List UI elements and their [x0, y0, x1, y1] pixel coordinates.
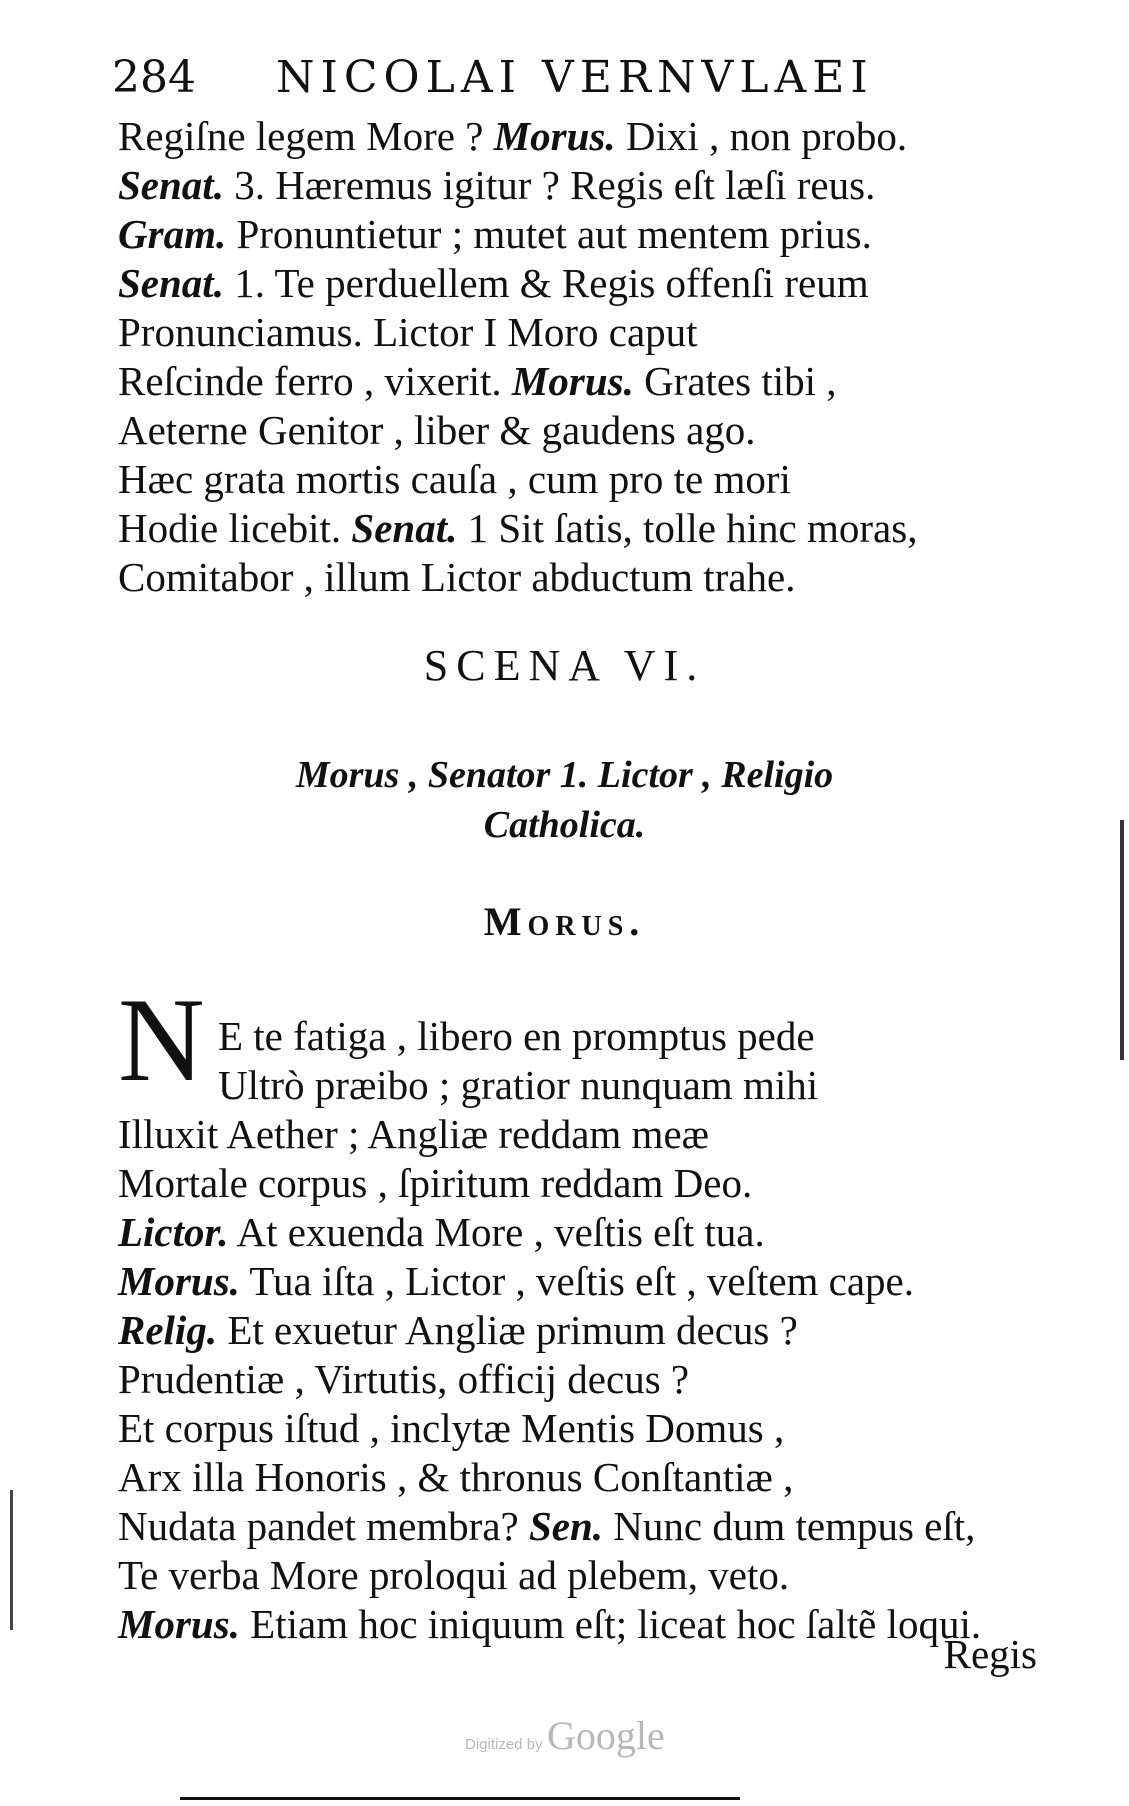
speaker-label: Senat.	[118, 162, 224, 208]
verse-text: At exuenda More , veſtis eſt tua.	[228, 1209, 765, 1255]
speaker-heading: Morus.	[483, 899, 646, 944]
google-logo: Google	[547, 1713, 665, 1758]
verse-text: Tua iſta , Lictor , veſtis eſt , veſtem cape.	[239, 1258, 914, 1304]
personae-line: Morus , Senator 1. Lictor , Religio	[295, 754, 834, 796]
verse-line	[118, 504, 917, 553]
verse-text: Grates tibi ,	[633, 358, 837, 404]
scene-heading: SCENA VI.	[423, 641, 706, 690]
right-edge-mark	[1120, 820, 1124, 1060]
speaker-label: Morus.	[118, 1601, 240, 1647]
verse-text: Te verba More proloqui ad plebem, veto.	[118, 1552, 790, 1598]
speaker-label: Lictor.	[118, 1209, 229, 1255]
speaker-label: Senat.	[118, 260, 224, 306]
speaker-label: Relig.	[118, 1307, 218, 1353]
speaker-label: Sen.	[528, 1503, 604, 1549]
verse-text: 1 Sit ſatis, tolle hinc moras,	[457, 505, 918, 551]
dramatis-personae	[0, 750, 1129, 850]
verse-text: Hodie licebit.	[118, 505, 352, 551]
speaker-label: Morus.	[118, 1258, 240, 1304]
personae-line: Catholica.	[483, 804, 646, 846]
verse-line	[118, 1404, 981, 1453]
verse-text: Regiſne legem More ?	[118, 113, 494, 159]
verse-line	[118, 1061, 981, 1110]
running-title: NICOLAI VERNVLAEI	[275, 52, 874, 103]
verse-text: 1. Te perduellem & Regis offenſi reum	[223, 260, 869, 306]
drop-cap: N	[118, 973, 205, 1106]
verse-text: E te fatiga , libero en promptus pede	[218, 1013, 815, 1059]
verse-text: Reſcinde ferro , vixerit.	[118, 358, 512, 404]
digitization-watermark	[465, 1712, 665, 1759]
verse-line	[118, 1208, 981, 1257]
verse-text: Mortale corpus , ſpiritum reddam Deo.	[118, 1160, 753, 1206]
verse-text: Aeterne Genitor , liber & gaudens ago.	[118, 407, 756, 453]
verse-line	[118, 308, 917, 357]
verse-line	[118, 112, 917, 161]
verse-line	[118, 259, 917, 308]
verse-text: Nudata pandet membra?	[118, 1503, 529, 1549]
speaker-label: Morus.	[493, 113, 616, 159]
verse-line	[118, 357, 917, 406]
bottom-rule	[180, 1797, 740, 1800]
verse-line	[118, 455, 917, 504]
verse-text: Hæc grata mortis cauſa , cum pro te mori	[118, 456, 791, 502]
page-number: 284	[112, 52, 196, 103]
speaker-label: Gram.	[118, 211, 227, 257]
verse-text: 3. Hæremus igitur ? Regis eſt læſi reus.	[223, 162, 876, 208]
verse-text: Illuxit Aether ; Angliæ reddam meæ	[118, 1111, 709, 1157]
verse-line	[118, 406, 917, 455]
verse-text: Comitabor , illum Lictor abductum trahe.	[118, 554, 796, 600]
verse-line	[118, 1012, 981, 1061]
verse-text: Etiam hoc iniquum eſt; liceat hoc ſaltẽ loqui.	[239, 1601, 982, 1647]
verse-block-bottom	[118, 1012, 981, 1649]
verse-line	[118, 1306, 981, 1355]
verse-line	[118, 1551, 981, 1600]
watermark-prefix: Digitized by	[465, 1736, 543, 1753]
verse-line	[118, 1110, 981, 1159]
verse-line	[118, 1257, 981, 1306]
verse-text: Dixi , non probo.	[615, 113, 908, 159]
verse-text: Et corpus iſtud , inclytæ Mentis Domus ,	[118, 1405, 785, 1451]
speaker-label: Senat.	[351, 505, 458, 551]
verse-text: Et exuetur Angliæ primum decus ?	[217, 1307, 798, 1353]
running-header	[112, 52, 892, 103]
verse-line	[118, 1355, 981, 1404]
verse-text: Ultrò præibo ; gratior nunquam mihi	[218, 1062, 819, 1108]
verse-block-top	[118, 112, 917, 602]
verse-line	[118, 1159, 981, 1208]
verse-line	[118, 210, 917, 259]
verse-text: Pronuntietur ; mutet aut mentem prius.	[226, 211, 872, 257]
verse-text: Prudentiæ , Virtutis, officij decus ?	[118, 1356, 690, 1402]
verse-line	[118, 1600, 981, 1649]
verse-text: Pronunciamus. Lictor I Moro caput	[118, 309, 698, 355]
verse-text: Nunc dum tempus eſt,	[603, 1503, 976, 1549]
speaker-label: Morus.	[511, 358, 634, 404]
verse-text: Arx illa Honoris , & thronus Conſtantiæ ,	[118, 1454, 794, 1500]
catchword: Regis	[943, 1631, 1037, 1677]
left-edge-mark	[10, 1490, 13, 1630]
verse-line	[118, 1453, 981, 1502]
verse-line	[118, 161, 917, 210]
verse-line	[118, 1502, 981, 1551]
verse-line	[118, 553, 917, 602]
